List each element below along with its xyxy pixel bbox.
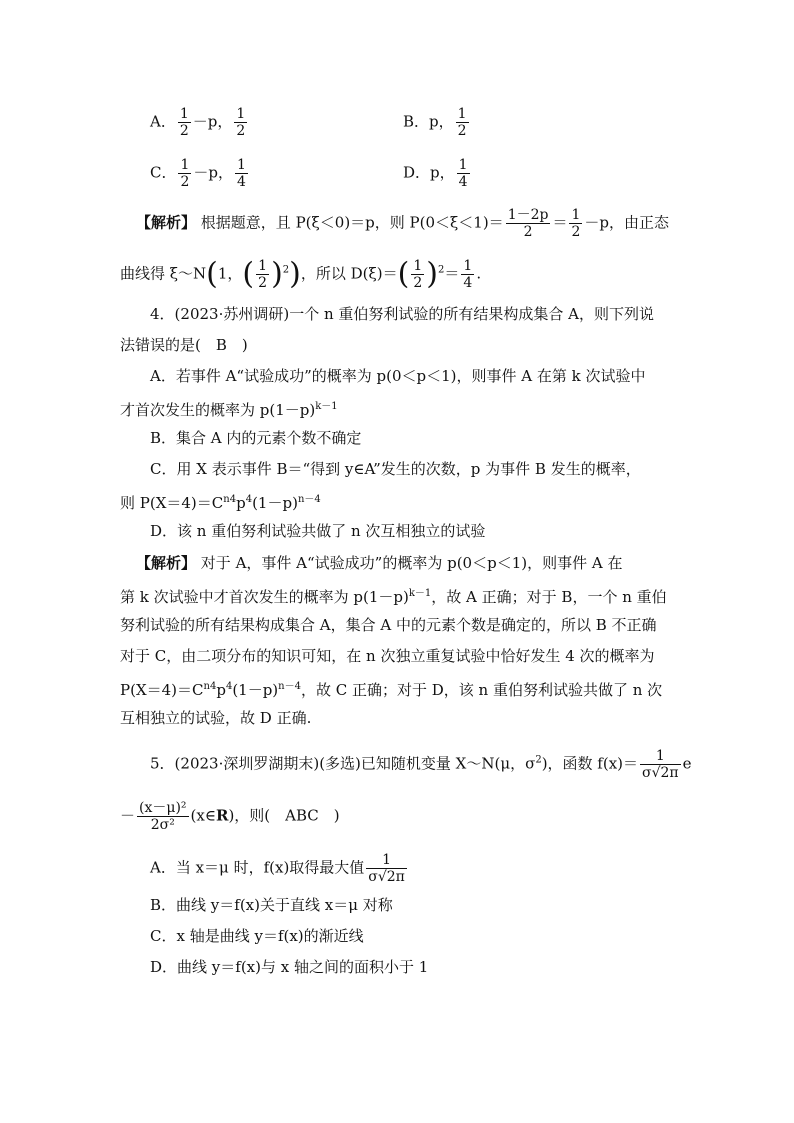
- option-label: A．: [150, 112, 176, 131]
- q3-option-a: A． $\frac{1}{2}$ －p， $\frac{1}{2}$: [150, 106, 246, 139]
- q4-stem-line-1: 4．(2023·苏州调研)一个 n 重伯努利试验的所有结果构成集合 A，则下列说: [150, 305, 654, 323]
- q4-solution-line-4: 对于 C，由二项分布的知识可知，在 n 次独立重复试验中恰好发生 4 次的概率为: [120, 647, 655, 665]
- q5-option-a: A．当 x＝μ 时，f(x)取得最大值 $\frac{1}{\sigma√2\pi}$: [150, 852, 405, 885]
- q3-option-c: C． $\frac{1}{2}$ －p， $\frac{1}{4}$: [150, 157, 246, 190]
- q5-option-d: D．曲线 y＝f(x)与 x 轴之间的面积小于 1: [150, 958, 429, 976]
- fraction: $\frac{1}{2}$: [180, 157, 190, 190]
- fraction: $\frac{1}{\sigma√2\pi}$: [368, 852, 405, 885]
- fraction: $\frac{1}{2}$: [258, 258, 268, 291]
- fraction: $\frac{1}{4}$: [458, 157, 468, 190]
- fraction: $\frac{1}{2}$: [179, 106, 189, 139]
- solution-tag: 【解析】: [136, 213, 197, 232]
- q4-solution-line-3: 努利试验的所有结果构成集合 A，集合 A 中的元素个数是确定的，所以 B 不正确: [120, 616, 657, 634]
- q5-stem-line-1: 5．(2023·深圳罗湖期末)(多选)已知随机变量 X～N(μ，$\sigma^2$)，函数 f(x)＝ $\frac{1}{\sigma√2\pi}$ e: [150, 748, 692, 781]
- q4-option-a-line-2: 才首次发生的概率为 $p(1-p)^{k-1}$: [120, 401, 338, 419]
- q3-solution-line-2: 曲线得 ξ～N(1，( $\frac{1}{2}$ )$^2$)，所以 D(ξ)＝( $\frac{1}{2}$ )$^2$＝ $\frac{1}{4}$ .: [120, 256, 482, 292]
- fraction: $\frac{1}{4}$: [237, 157, 246, 190]
- fraction: $\frac{1}{2}$: [457, 106, 467, 139]
- fraction: $\frac{\text{(x－μ)²}}{\text{2σ²}}$: [139, 800, 187, 833]
- q5-option-b: B．曲线 y＝f(x)关于直线 x＝μ 对称: [150, 896, 393, 914]
- fraction: $\frac{1}{4}$: [463, 258, 473, 291]
- q4-option-d: D．该 n 重伯努利试验共做了 n 次互相独立的试验: [150, 522, 486, 540]
- q3-option-d: D．p， $\frac{1}{4}$: [403, 157, 468, 190]
- q4-option-a-line-1: A．若事件 A“试验成功”的概率为 p(0＜p＜1)，则事件 A 在第 k 次试验中: [150, 367, 646, 385]
- q4-stem-line-2: 法错误的是( B ): [120, 336, 248, 354]
- q5-stem-line-2: － $\frac{\text{(x－μ)²}}{\text{2σ²}}$ (x∈R)，则( ABC ): [120, 800, 340, 833]
- q4-option-c-line-1: C．用 X 表示事件 B＝“得到 y∈A”发生的次数，p 为事件 B 发生的概率，: [150, 460, 641, 478]
- solution-tag: 【解析】: [136, 554, 197, 572]
- fraction: $\frac{1}{\sigma√2\pi}$: [642, 748, 679, 781]
- q5-option-c: C．x 轴是曲线 y＝f(x)的渐近线: [150, 927, 364, 945]
- q4-option-b: B．集合 A 内的元素个数不确定: [150, 429, 362, 447]
- fraction: $\frac{1}{2}$: [236, 106, 246, 139]
- q4-solution-line-1: 【解析】 对于 A，事件 A“试验成功”的概率为 p(0＜p＜1)，则事件 A 在: [136, 554, 623, 572]
- fraction: $\frac{1}{2}$: [413, 258, 423, 291]
- q3-solution-line-1: 【解析】 根据题意，且 P(ξ＜0)＝p，则 P(0＜ξ＜1)＝ $\frac{1-2p}{2}$ ＝ $\frac{1}{2}$ －p，由正态: [136, 207, 670, 240]
- q4-solution-line-6: 互相独立的试验，故 D 正确.: [120, 709, 312, 727]
- q4-solution-line-5: $P(X=4)=C^{n4}p^4(1-p)^{n-4}$，故 C 正确；对于 D，该 n 重伯努利试验共做了 n 次: [120, 681, 663, 699]
- fraction: $\frac{1}{2}$: [571, 207, 581, 240]
- q4-option-c-line-2: 则 $P(X=4)=C^{n4}p^4(1-p)^{n-4}$: [120, 494, 321, 512]
- fraction: $\frac{1-2p}{2}$: [507, 207, 549, 240]
- q3-option-b: B．p， $\frac{1}{2}$: [403, 106, 467, 139]
- q4-solution-line-2: 第 k 次试验中才首次发生的概率为 $p(1-p)^{k-1}$，故 A 正确；对于 B，一个 n 重伯: [120, 588, 667, 606]
